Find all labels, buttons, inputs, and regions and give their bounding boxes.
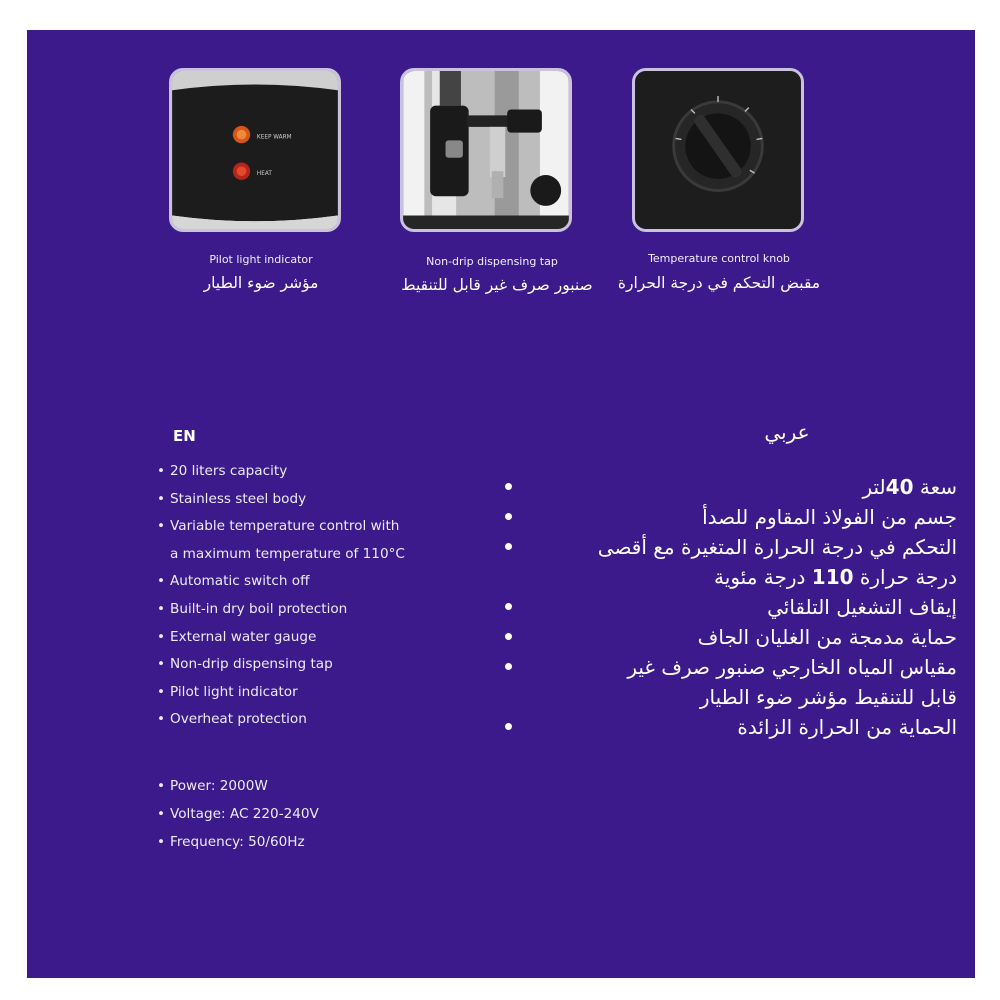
english-spec-list [157, 772, 319, 856]
arabic-bullet [505, 543, 512, 550]
product-feature-panel [27, 30, 975, 978]
list-item: • 20 liters capacity [157, 463, 288, 479]
arabic-bullet [505, 723, 512, 730]
arabic-item-gauge: مقياس المياه الخارجي صنبور صرف غير [627, 655, 957, 679]
list-item: • Pilot light indicator [157, 683, 298, 700]
list-item: • Variable temperature control with [157, 518, 400, 535]
caption-pilot-en: Pilot light indicator [209, 253, 313, 266]
list-item: • Voltage: AC 220-240V [157, 806, 319, 822]
arabic-bullet [505, 603, 512, 610]
pilot-label-heat: HEAT [256, 171, 272, 178]
list-item: • Non-drip dispensing tap [157, 656, 333, 673]
caption-tap-en: Non-drip dispensing tap [426, 255, 558, 268]
arabic-item-temperature-cont: درجة حرارة 110 درجة مئوية [714, 565, 957, 589]
dispensing-tap-icon [403, 71, 569, 229]
list-item: • Power: 2000W [157, 778, 268, 794]
english-heading: EN [173, 427, 196, 445]
arabic-item-temperature: التحكم في درجة الحرارة المتغيرة مع أقصى [597, 535, 957, 559]
arabic-heading: عربي [764, 420, 810, 444]
english-feature-list [157, 458, 405, 734]
caption-knob-en: Temperature control knob [648, 252, 790, 265]
caption-tap-ar: صنبور صرف غير قابل للتنقيط [401, 276, 593, 294]
arabic-bullet [505, 663, 512, 670]
list-item: • Stainless steel body [157, 490, 307, 507]
list-item: a maximum temperature of 110°C [170, 545, 405, 562]
list-item: • Frequency: 50/60Hz [157, 834, 305, 850]
list-item: • Built-in dry boil protection [157, 600, 348, 617]
arabic-bullet [505, 513, 512, 520]
temperature-knob-image [632, 68, 804, 232]
arabic-item-capacity: سعة 40لتر [862, 475, 957, 499]
caption-pilot-ar: مؤشر ضوء الطيار [203, 274, 319, 292]
arabic-bullet [505, 633, 512, 640]
arabic-item-dry-boil: حماية مدمجة من الغليان الجاف [697, 625, 957, 649]
arabic-item-switch-off: إيقاف التشغيل التلقائي [767, 595, 957, 619]
arabic-item-gauge-cont: قابل للتنقيط مؤشر ضوء الطيار [699, 685, 957, 709]
caption-knob-ar: مقبض التحكم في درجة الحرارة [617, 274, 821, 292]
temperature-knob-icon [635, 71, 801, 229]
pilot-label-keep-warm: KEEP WARM [256, 134, 292, 141]
pilot-light-image [169, 68, 341, 232]
arabic-bullet [505, 483, 512, 490]
arabic-item-overheat: الحماية من الحرارة الزائدة [737, 715, 957, 739]
list-item: • Automatic switch off [157, 573, 310, 590]
list-item: • External water gauge [157, 628, 317, 645]
list-item: • Overheat protection [157, 711, 307, 728]
dispensing-tap-image [400, 68, 572, 232]
pilot-light-icon [172, 71, 338, 229]
arabic-item-body: جسم من الفولاذ المقاوم للصدأ [702, 505, 957, 529]
